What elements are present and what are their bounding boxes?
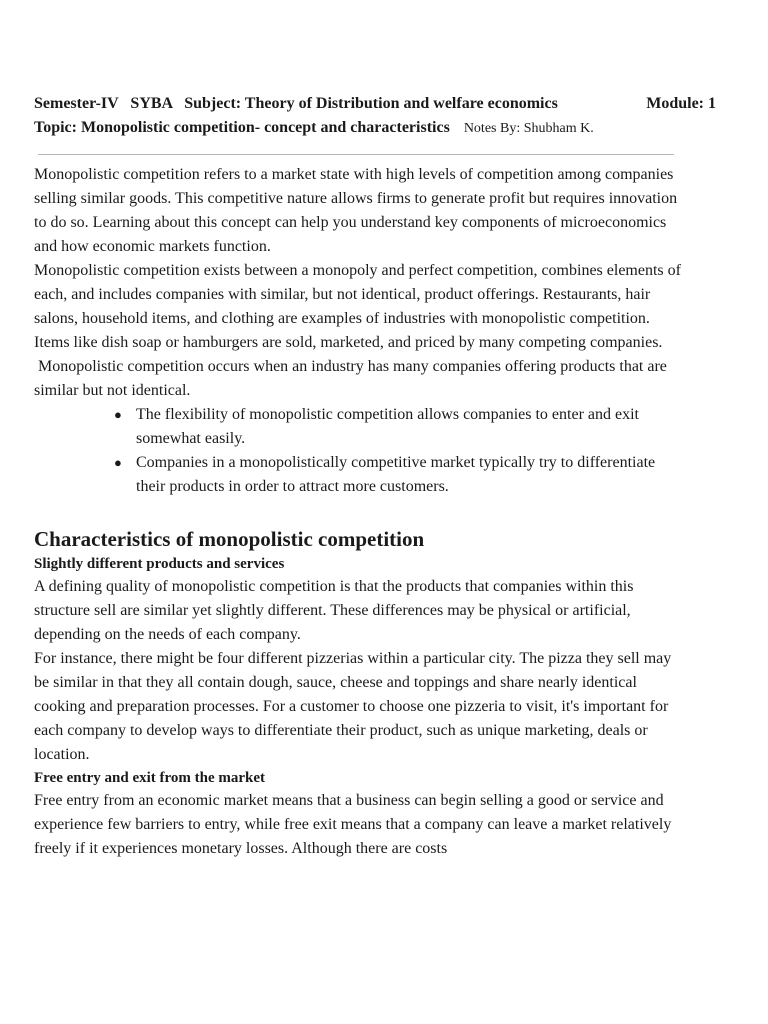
- subsection-heading-products: Slightly different products and services: [34, 556, 285, 572]
- bullet-icon: ●: [114, 407, 122, 422]
- notes-author: Notes By: Shubham K.: [463, 121, 594, 136]
- subsection-heading-entry-exit: Free entry and exit from the market: [34, 770, 266, 786]
- bullet-text: The flexibility of monopolistic competition allows companies to enter and exit somewhat easily.: [136, 406, 639, 447]
- document-body: [34, 163, 684, 861]
- module-label: Module: 1: [646, 95, 716, 112]
- paragraph: A defining quality of monopolistic competition is that the products that companies within this structure sell are similar yet slightly different. These differences may be physical or artificial, depending on the needs of each company.: [34, 578, 634, 643]
- list-item: [114, 451, 684, 499]
- bullet-text: Companies in a monopolistically competitive market typically try to differentiate their products in order to attract more customers.: [136, 454, 656, 495]
- list-item: [114, 403, 684, 451]
- intro-paragraph-2: Monopolistic competition exists between a monopoly and perfect competition, combines elements of each, and includes companies with similar, but not identical, product offerings. Restaurants, hair salons, household items, and clothing are examples of industries with monopolistic competition. Items like dish soap or hamburgers are sold, marketed, and priced by many competing companies.: [34, 262, 681, 351]
- course-info: Semester-IV SYBA Subject: Theory of Distribution and welfare economics: [34, 95, 558, 112]
- bullet-icon: ●: [114, 455, 122, 470]
- intro-bullet-list: [34, 403, 684, 499]
- course-header: [34, 94, 716, 114]
- paragraph: For instance, there might be four different pizzerias within a particular city. The pizza they sell may be similar in that they all contain dough, sauce, cheese and toppings and share nearly identical cooking and preparation processes. For a customer to choose one pizzeria to visit, it's important for each company to develop ways to differentiate their product, such as unique marketing, deals or location.: [34, 650, 672, 763]
- intro-paragraph-1: Monopolistic competition refers to a market state with high levels of competition among companies selling similar goods. This competitive nature allows firms to generate profit but requires innovation to do so. Learning about this concept can help you understand key components of microeconomics and how economic markets function.: [34, 166, 678, 255]
- topic-title: Topic: Monopolistic competition- concept and characteristics: [34, 119, 450, 136]
- topic-header: [34, 118, 594, 139]
- section-heading: Characteristics of monopolistic competition: [34, 527, 425, 551]
- intro-paragraph-3: Monopolistic competition occurs when an industry has many companies offering products that are similar but not identical.: [34, 358, 671, 399]
- header-divider: [38, 154, 674, 155]
- paragraph: Free entry from an economic market means that a business can begin selling a good or service and experience few barriers to entry, while free exit means that a company can leave a market relatively freely if it experiences monetary losses. Although there are costs: [34, 792, 672, 857]
